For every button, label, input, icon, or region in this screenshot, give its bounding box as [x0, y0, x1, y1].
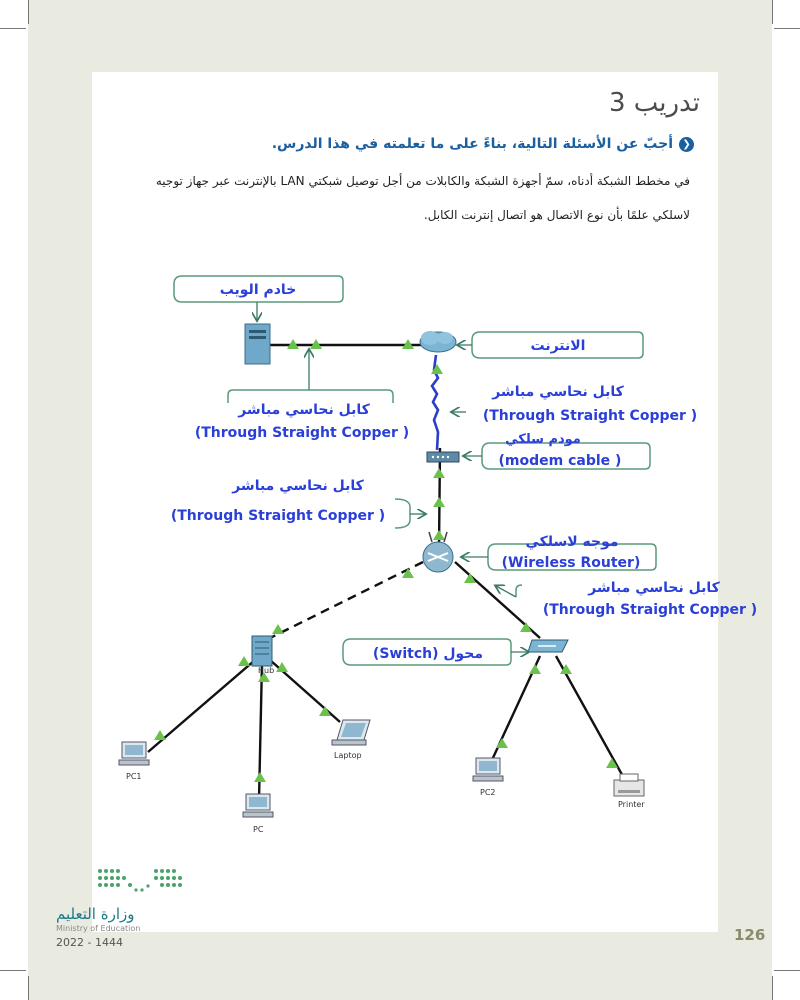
exercise-title: تدريب 3: [608, 88, 700, 118]
label-web-server: خادم الويب: [219, 282, 297, 298]
label-laptop: Laptop: [334, 751, 362, 760]
label-pc: PC: [253, 825, 264, 834]
label-switch: محول (Switch): [372, 646, 484, 662]
label-pc1: PC1: [126, 772, 142, 781]
switch-icon: [528, 640, 568, 652]
internet-cloud-icon: [420, 331, 456, 352]
label-router-en: (Wireless Router): [501, 555, 641, 571]
label-printer: Printer: [618, 800, 645, 809]
label-pc2: PC2: [480, 788, 496, 797]
label-cable1-ar: كابل نحاسي مباشر: [238, 402, 370, 418]
paragraph-line-1: في مخطط الشبكة أدناه، سمّ أجهزة الشبكة والكابلات من أجل توصيل شبكتي LAN بالإنترنت عبر جهاز توجيه: [155, 174, 690, 188]
paragraph-line-2: لاسلكي علمًا بأن نوع الاتصال هو اتصال إنترنت الكابل.: [423, 208, 690, 222]
label-cable2-ar: كابل نحاسي مباشر: [492, 384, 624, 400]
pc-icon: [243, 794, 273, 817]
label-cable3-en: (Through Straight Copper ): [170, 508, 386, 524]
year-label: 2022 - 1444: [56, 936, 123, 949]
label-cable4-en: (Through Straight Copper ): [542, 602, 758, 618]
modem-icon: [427, 452, 459, 462]
label-modem-ar: مودم سلكي: [505, 432, 581, 447]
printer-icon: [614, 774, 644, 796]
ministry-logo-dots: [96, 866, 192, 896]
laptop-icon: [332, 720, 370, 745]
ministry-name-en: Ministry of Education: [56, 924, 141, 933]
page-number: 126: [734, 926, 766, 944]
ministry-name-ar: وزارة التعليم: [56, 905, 135, 923]
instruction-text: أجبّ عن الأسئلة التالية، بناءً على ما تعلمته في هذا الدرس.: [271, 136, 673, 152]
label-router-ar: موجه لاسلكي: [525, 534, 619, 550]
label-modem-en: (modem cable ): [498, 453, 622, 469]
label-cable3-ar: كابل نحاسي مباشر: [232, 478, 364, 494]
hub-icon: [252, 636, 272, 666]
label-internet: الانترنت: [530, 338, 586, 354]
chevron-left-icon: ❮: [679, 137, 694, 152]
pc1-icon: [119, 742, 149, 765]
label-cable2-en: (Through Straight Copper ): [482, 408, 698, 424]
label-cable4-ar: كابل نحاسي مباشر: [588, 580, 720, 596]
pc2-icon: [473, 758, 503, 781]
label-hub: Hub: [258, 666, 275, 675]
web-server-icon: [245, 324, 270, 364]
label-cable1-en: (Through Straight Copper ): [194, 425, 410, 441]
